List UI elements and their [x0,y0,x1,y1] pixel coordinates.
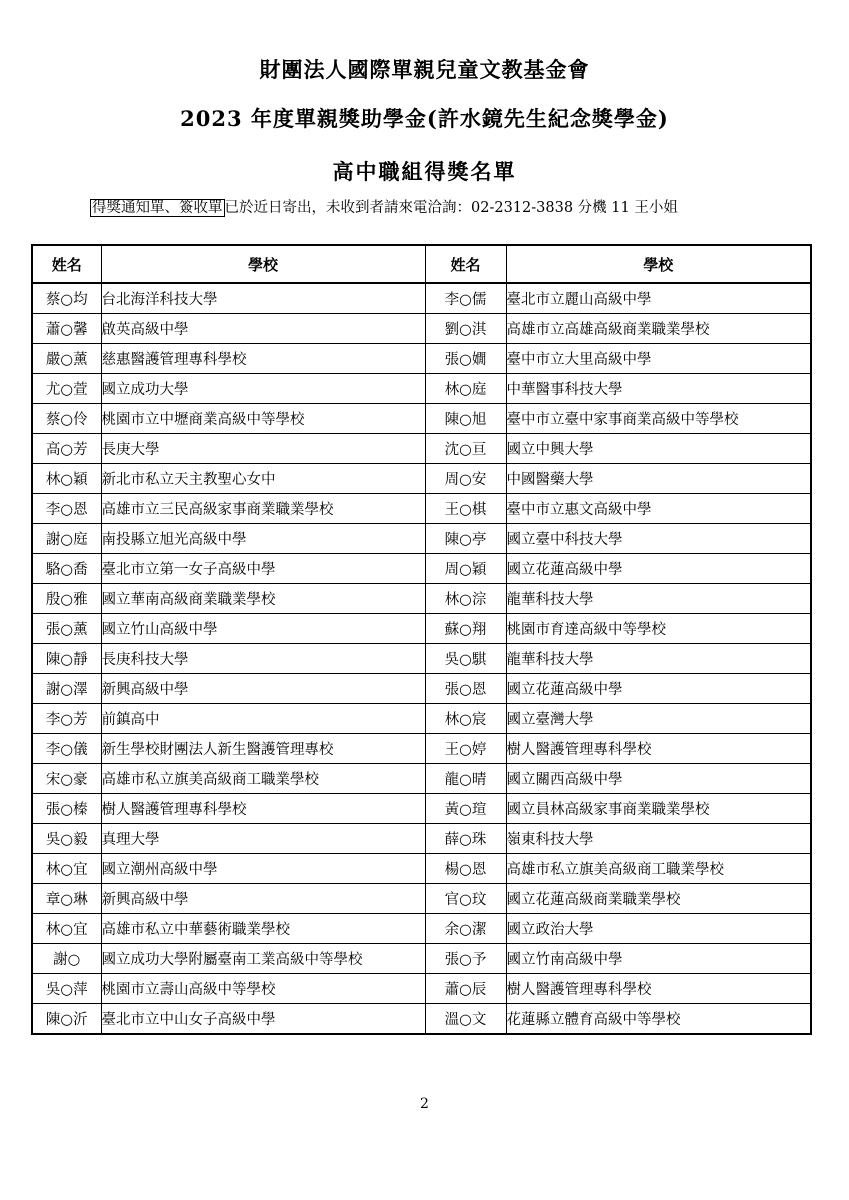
recipient-name-left: 林○穎 [32,464,101,494]
recipient-name-right: 蘇○翔 [425,614,506,644]
recipient-name-left: 李○芳 [32,704,101,734]
recipient-name-left: 林○宜 [32,914,101,944]
recipient-name-right: 林○宸 [425,704,506,734]
recipient-name-left: 李○儀 [32,734,101,764]
recipient-name-left: 高○芳 [32,434,101,464]
school-right: 國立臺中科技大學 [506,524,811,554]
table-row [32,674,811,704]
school-left: 桃園市立中壢商業高級中等學校 [101,404,425,434]
recipient-name-right: 林○淙 [425,584,506,614]
recipient-name-left: 吳○萍 [32,974,101,1004]
school-right: 國立竹南高級中學 [506,944,811,974]
table-row [32,1004,811,1035]
recipient-name-right: 余○潔 [425,914,506,944]
school-left: 臺北市立第一女子高級中學 [101,554,425,584]
school-left: 新興高級中學 [101,884,425,914]
recipient-name-right: 溫○文 [425,1004,506,1035]
recipient-name-left: 嚴○薰 [32,344,101,374]
table-row [32,764,811,794]
table-row [32,854,811,884]
recipient-name-right: 楊○恩 [425,854,506,884]
school-right: 高雄市私立旗美高級商工職業學校 [506,854,811,884]
table-row [32,794,811,824]
recipient-name-left: 蕭○馨 [32,314,101,344]
table-header-row [32,245,811,283]
school-left: 高雄市私立中華藝術職業學校 [101,914,425,944]
list-title: 高中職組得獎名單 [332,159,517,184]
recipient-name-left: 尤○萱 [32,374,101,404]
table-row [32,434,811,464]
school-right: 國立花蓮高級商業職業學校 [506,884,811,914]
table-row [32,404,811,434]
school-left: 長庚大學 [101,434,425,464]
recipient-name-right: 王○棋 [425,494,506,524]
recipient-name-right: 周○穎 [425,554,506,584]
recipient-name-left: 章○琳 [32,884,101,914]
recipient-name-right: 李○儒 [425,283,506,314]
page-number: 2 [420,1096,429,1112]
school-right: 花蓮縣立體育高級中等學校 [506,1004,811,1035]
recipient-name-right: 沈○亘 [425,434,506,464]
table-row [32,704,811,734]
recipient-name-right: 蕭○辰 [425,974,506,1004]
table-row [32,494,811,524]
recipient-name-right: 陳○旭 [425,404,506,434]
school-right: 臺北市立麗山高級中學 [506,283,811,314]
school-right: 國立政治大學 [506,914,811,944]
school-right: 國立花蓮高級中學 [506,554,811,584]
recipient-name-right: 張○恩 [425,674,506,704]
notice-line [90,196,678,217]
school-left: 樹人醫護管理專科學校 [101,794,425,824]
recipient-name-right: 林○庭 [425,374,506,404]
school-right: 高雄市立高雄高級商業職業學校 [506,314,811,344]
school-right: 龍華科技大學 [506,584,811,614]
school-right: 國立花蓮高級中學 [506,674,811,704]
header-school-right: 學校 [506,245,811,283]
recipient-name-right: 張○予 [425,944,506,974]
school-right: 樹人醫護管理專科學校 [506,974,811,1004]
recipient-name-left: 宋○豪 [32,764,101,794]
recipient-name-left: 陳○沂 [32,1004,101,1035]
school-left: 新北市私立天主教聖心女中 [101,464,425,494]
table-row [32,614,811,644]
recipient-name-left: 蔡○均 [32,283,101,314]
table-body [32,283,811,1034]
table-row [32,554,811,584]
recipient-name-left: 殷○雅 [32,584,101,614]
school-left: 國立潮州高級中學 [101,854,425,884]
table-row [32,884,811,914]
notice-boxed-label: 得獎通知單、簽收單 [92,200,223,216]
school-left: 啟英高級中學 [101,314,425,344]
recipient-name-right: 薛○珠 [425,824,506,854]
school-right: 國立中興大學 [506,434,811,464]
table-row [32,824,811,854]
school-right: 臺中市立惠文高級中學 [506,494,811,524]
table-row [32,944,811,974]
school-right: 國立臺灣大學 [506,704,811,734]
school-left: 南投縣立旭光高級中學 [101,524,425,554]
table-row [32,314,811,344]
school-right: 中國醫藥大學 [506,464,811,494]
header-name-right: 姓名 [425,245,506,283]
school-left: 國立成功大學 [101,374,425,404]
recipient-name-left: 謝○澤 [32,674,101,704]
table-row [32,524,811,554]
school-left: 高雄市私立旗美高級商工職業學校 [101,764,425,794]
school-left: 真理大學 [101,824,425,854]
org-title: 財團法人國際單親兒童文教基金會 [259,57,590,82]
program-title: 2023 年度單親獎助學金(許水鏡先生紀念獎學金) [180,106,669,131]
school-left: 臺北市立中山女子高級中學 [101,1004,425,1035]
school-left: 前鎮高中 [101,704,425,734]
recipient-name-right: 吳○騏 [425,644,506,674]
recipient-name-left: 張○薰 [32,614,101,644]
recipient-name-right: 陳○亭 [425,524,506,554]
table-row [32,464,811,494]
school-right: 樹人醫護管理專科學校 [506,734,811,764]
table-row [32,374,811,404]
school-right: 嶺東科技大學 [506,824,811,854]
school-left: 國立成功大學附屬臺南工業高級中等學校 [101,944,425,974]
school-right: 臺中市立大里高級中學 [506,344,811,374]
recipient-name-left: 謝○ [32,944,101,974]
recipient-name-left: 吳○毅 [32,824,101,854]
school-left: 台北海洋科技大學 [101,283,425,314]
school-left: 高雄市立三民高級家事商業職業學校 [101,494,425,524]
recipient-name-left: 謝○庭 [32,524,101,554]
school-left: 國立竹山高級中學 [101,614,425,644]
recipient-name-left: 李○恩 [32,494,101,524]
school-right: 國立關西高級中學 [506,764,811,794]
recipient-name-right: 王○婷 [425,734,506,764]
school-right: 桃園市育達高級中等學校 [506,614,811,644]
recipient-name-right: 官○玟 [425,884,506,914]
recipient-name-right: 周○安 [425,464,506,494]
school-right: 臺中市立臺中家事商業高級中等學校 [506,404,811,434]
school-right: 龍華科技大學 [506,644,811,674]
recipient-name-right: 龍○晴 [425,764,506,794]
school-right: 國立員林高級家事商業職業學校 [506,794,811,824]
school-left: 慈惠醫護管理專科學校 [101,344,425,374]
header-school-left: 學校 [101,245,425,283]
award-roster-table [31,244,812,1035]
recipient-name-right: 黃○瑄 [425,794,506,824]
recipient-name-right: 張○嫺 [425,344,506,374]
recipient-name-left: 林○宜 [32,854,101,884]
notice-text: 已於近日寄出，未收到者請來電洽詢：02-2312-3838 分機 11 王小姐 [224,200,678,216]
table-row [32,734,811,764]
table-row [32,584,811,614]
school-left: 桃園市立壽山高級中等學校 [101,974,425,1004]
recipient-name-left: 蔡○伶 [32,404,101,434]
table-row [32,344,811,374]
recipient-name-right: 劉○淇 [425,314,506,344]
table-row [32,283,811,314]
school-left: 國立華南高級商業職業學校 [101,584,425,614]
table-row [32,644,811,674]
recipient-name-left: 駱○喬 [32,554,101,584]
school-left: 新興高級中學 [101,674,425,704]
recipient-name-left: 陳○靜 [32,644,101,674]
school-right: 中華醫事科技大學 [506,374,811,404]
school-left: 長庚科技大學 [101,644,425,674]
recipient-name-left: 張○榛 [32,794,101,824]
table-row [32,914,811,944]
school-left: 新生學校財團法人新生醫護管理專校 [101,734,425,764]
header-name-left: 姓名 [32,245,101,283]
table-row [32,974,811,1004]
